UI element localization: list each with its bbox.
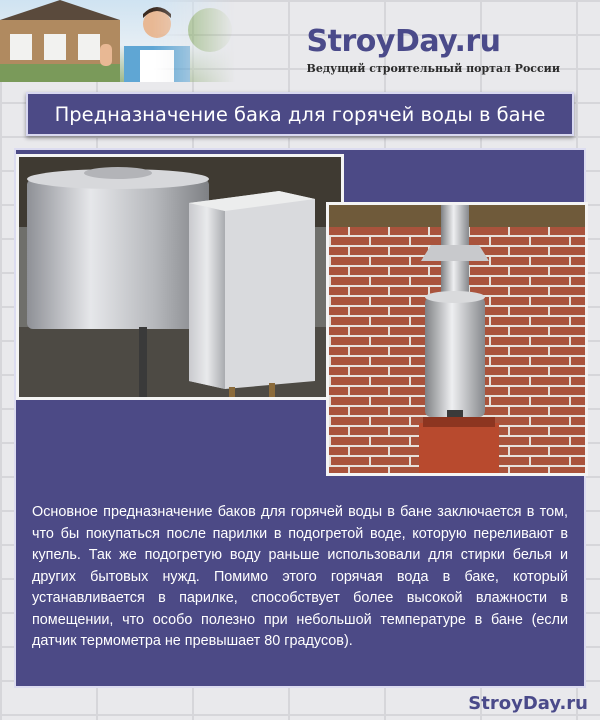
site-logo[interactable]: StroyDay.ru bbox=[306, 24, 501, 59]
description-box bbox=[14, 486, 586, 688]
description-text: Основное предназначение баков для горячей воды в бане заключается в том, что бы покупаться после парилки в подогретой воде, которую переливают в купель. Так же подогретую воду раньше использовали для стирки белья и других бытовых нужд. Помимо этого горячая вода в баке, который устанавливается в парилке, способствует более высокой влажности в помещении, что особо полезно при небольшой температуре в бане (если датчик термометра не превышает 80 градусов). bbox=[32, 504, 568, 649]
title-bar bbox=[26, 92, 574, 136]
site-logo-block[interactable] bbox=[307, 26, 560, 75]
photo-sauna-stove bbox=[326, 202, 588, 476]
page-title: Предназначение бака для горячей воды в бане bbox=[54, 102, 546, 126]
photo-steel-tanks bbox=[16, 154, 344, 400]
header-photo bbox=[0, 0, 235, 82]
site-tagline: Ведущий строительный портал России bbox=[306, 62, 560, 75]
footer-logo[interactable]: StroyDay.ru bbox=[468, 693, 588, 714]
